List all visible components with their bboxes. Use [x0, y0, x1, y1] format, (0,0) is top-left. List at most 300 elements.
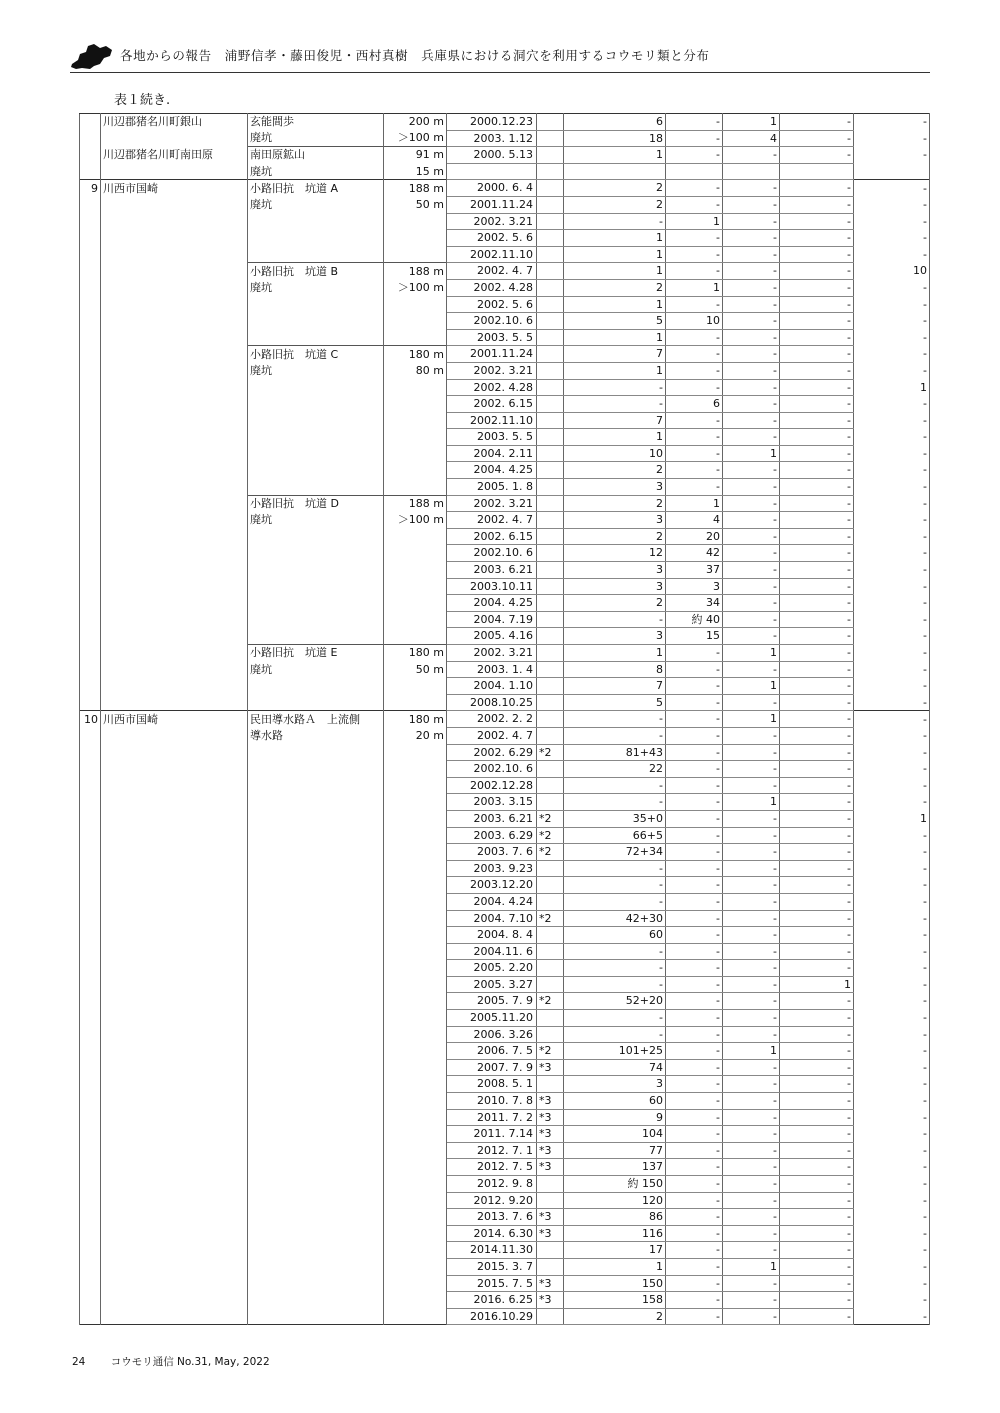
- table-caption: 表１続き.: [114, 93, 171, 108]
- survey-date: 2011. 7.14: [447, 1126, 537, 1143]
- count-species-4: -: [780, 495, 854, 512]
- table-row: [80, 180, 930, 197]
- count-species-2: -: [666, 976, 723, 993]
- site-number: [80, 329, 101, 346]
- count-species-2: 42: [666, 545, 723, 562]
- count-species-4: -: [780, 213, 854, 230]
- count-species-1: 158: [564, 1292, 666, 1309]
- count-species-5: -: [854, 943, 930, 960]
- locality: [101, 1059, 248, 1076]
- survey-date: 2003. 1.12: [447, 130, 537, 147]
- site-number: [80, 1142, 101, 1159]
- table-row: [80, 163, 930, 180]
- count-species-2: -: [666, 479, 723, 496]
- count-species-4: -: [780, 993, 854, 1010]
- table-row: [80, 362, 930, 379]
- survey-date: 2003. 3.15: [447, 794, 537, 811]
- count-species-1: -: [564, 877, 666, 894]
- count-species-5: -: [854, 744, 930, 761]
- table-row: [80, 661, 930, 678]
- count-species-5: -: [854, 346, 930, 363]
- count-species-3: -: [723, 545, 780, 562]
- count-species-4: -: [780, 346, 854, 363]
- cave-name: [248, 893, 384, 910]
- cave-length: 15 m: [384, 163, 447, 180]
- cave-name: 小路旧抗 坑道 C: [248, 346, 384, 363]
- count-species-1: -: [564, 960, 666, 977]
- site-number: [80, 114, 101, 131]
- count-species-3: 1: [723, 1043, 780, 1060]
- cave-length: [384, 827, 447, 844]
- count-species-2: 4: [666, 512, 723, 529]
- count-species-2: -: [666, 412, 723, 429]
- table-row: [80, 1093, 930, 1110]
- count-species-3: -: [723, 727, 780, 744]
- cave-name: [248, 761, 384, 778]
- survey-date: 2003. 5. 5: [447, 429, 537, 446]
- count-species-3: -: [723, 1176, 780, 1193]
- survey-date: 2002. 4. 7: [447, 263, 537, 280]
- count-species-4: -: [780, 1192, 854, 1209]
- note-mark: [537, 1258, 564, 1275]
- cave-name: [248, 313, 384, 330]
- count-species-5: -: [854, 1126, 930, 1143]
- cave-name: [248, 877, 384, 894]
- count-species-3: -: [723, 196, 780, 213]
- cave-name: [248, 910, 384, 927]
- count-species-2: -: [666, 910, 723, 927]
- survey-date: 2002. 6.15: [447, 396, 537, 413]
- cave-length: [384, 1126, 447, 1143]
- count-species-2: -: [666, 1308, 723, 1325]
- count-species-1: -: [564, 711, 666, 728]
- count-species-3: -: [723, 694, 780, 711]
- survey-date: 2015. 3. 7: [447, 1258, 537, 1275]
- cave-length: [384, 943, 447, 960]
- count-species-2: 1: [666, 213, 723, 230]
- survey-date: 2002. 4.28: [447, 379, 537, 396]
- site-number: [80, 1109, 101, 1126]
- table-row: [80, 844, 930, 861]
- count-species-1: -: [564, 379, 666, 396]
- note-mark: [537, 230, 564, 247]
- count-species-1: -: [564, 943, 666, 960]
- count-species-4: -: [780, 180, 854, 197]
- locality: [101, 1308, 248, 1325]
- locality: [101, 1242, 248, 1259]
- site-number: [80, 512, 101, 529]
- site-number: [80, 927, 101, 944]
- survey-date: 2014.11.30: [447, 1242, 537, 1259]
- count-species-1: 7: [564, 346, 666, 363]
- count-species-5: -: [854, 130, 930, 147]
- count-species-5: 1: [854, 379, 930, 396]
- count-species-3: -: [723, 1109, 780, 1126]
- locality: [101, 761, 248, 778]
- count-species-3: -: [723, 213, 780, 230]
- table-row: [80, 313, 930, 330]
- cave-length: [384, 562, 447, 579]
- count-species-5: -: [854, 960, 930, 977]
- count-species-5: -: [854, 445, 930, 462]
- count-species-2: -: [666, 346, 723, 363]
- count-species-3: -: [723, 1242, 780, 1259]
- count-species-4: -: [780, 296, 854, 313]
- note-mark: [537, 943, 564, 960]
- site-number: [80, 645, 101, 662]
- count-species-2: -: [666, 810, 723, 827]
- table-row: [80, 1292, 930, 1309]
- locality: [101, 794, 248, 811]
- cave-length: [384, 1109, 447, 1126]
- count-species-4: -: [780, 1258, 854, 1275]
- count-species-3: -: [723, 230, 780, 247]
- count-species-1: 150: [564, 1275, 666, 1292]
- count-species-1: 42+30: [564, 910, 666, 927]
- locality: [101, 611, 248, 628]
- count-species-3: -: [723, 1142, 780, 1159]
- count-species-4: -: [780, 1242, 854, 1259]
- note-mark: *2: [537, 1043, 564, 1060]
- count-species-1: [564, 163, 666, 180]
- count-species-1: 1: [564, 329, 666, 346]
- survey-date: 2004. 4.25: [447, 595, 537, 612]
- locality: [101, 1126, 248, 1143]
- cave-length: [384, 396, 447, 413]
- count-species-4: -: [780, 462, 854, 479]
- count-species-2: -: [666, 1076, 723, 1093]
- locality: [101, 412, 248, 429]
- table-row: [80, 230, 930, 247]
- count-species-3: [723, 163, 780, 180]
- count-species-1: 72+34: [564, 844, 666, 861]
- count-species-1: 9: [564, 1109, 666, 1126]
- cave-length: [384, 246, 447, 263]
- cave-length: [384, 595, 447, 612]
- count-species-1: 1: [564, 1258, 666, 1275]
- count-species-2: -: [666, 263, 723, 280]
- count-species-5: 10: [854, 263, 930, 280]
- cave-name: [248, 1076, 384, 1093]
- count-species-1: 5: [564, 694, 666, 711]
- locality: [101, 678, 248, 695]
- count-species-4: -: [780, 711, 854, 728]
- note-mark: [537, 893, 564, 910]
- survey-date: 2012. 7. 5: [447, 1159, 537, 1176]
- count-species-3: -: [723, 512, 780, 529]
- count-species-4: -: [780, 512, 854, 529]
- site-number: [80, 1308, 101, 1325]
- count-species-2: 1: [666, 495, 723, 512]
- cave-length: [384, 1209, 447, 1226]
- cave-length: [384, 1010, 447, 1027]
- locality: [101, 313, 248, 330]
- table-row: [80, 1242, 930, 1259]
- count-species-3: -: [723, 777, 780, 794]
- site-number: [80, 279, 101, 296]
- note-mark: [537, 694, 564, 711]
- cave-length: 50 m: [384, 661, 447, 678]
- count-species-4: -: [780, 1109, 854, 1126]
- table-row: [80, 611, 930, 628]
- count-species-5: -: [854, 1159, 930, 1176]
- site-number: [80, 412, 101, 429]
- count-species-1: 22: [564, 761, 666, 778]
- count-species-1: -: [564, 727, 666, 744]
- table-row: [80, 678, 930, 695]
- count-species-1: 116: [564, 1225, 666, 1242]
- table-row: [80, 1176, 930, 1193]
- table-row: [80, 130, 930, 147]
- count-species-1: -: [564, 1010, 666, 1027]
- locality: [101, 1176, 248, 1193]
- survey-date: 2002.10. 6: [447, 761, 537, 778]
- count-species-2: 約 40: [666, 611, 723, 628]
- count-species-5: -: [854, 678, 930, 695]
- count-species-1: -: [564, 213, 666, 230]
- locality: [101, 943, 248, 960]
- count-species-3: 1: [723, 678, 780, 695]
- cave-length: [384, 910, 447, 927]
- count-species-3: -: [723, 263, 780, 280]
- note-mark: *3: [537, 1109, 564, 1126]
- count-species-3: -: [723, 827, 780, 844]
- count-species-2: [666, 163, 723, 180]
- count-species-5: -: [854, 611, 930, 628]
- site-number: [80, 346, 101, 363]
- table-row: [80, 1076, 930, 1093]
- cave-name: [248, 628, 384, 645]
- note-mark: [537, 379, 564, 396]
- site-number: [80, 562, 101, 579]
- cave-length: [384, 1093, 447, 1110]
- count-species-4: -: [780, 1275, 854, 1292]
- cave-name: [248, 744, 384, 761]
- locality: [101, 263, 248, 280]
- count-species-1: -: [564, 860, 666, 877]
- cave-name: [248, 1059, 384, 1076]
- cave-length: [384, 1225, 447, 1242]
- count-species-2: -: [666, 1126, 723, 1143]
- cave-name: [248, 1209, 384, 1226]
- count-species-3: -: [723, 495, 780, 512]
- count-species-2: -: [666, 1159, 723, 1176]
- cave-length: [384, 1258, 447, 1275]
- site-number: [80, 810, 101, 827]
- count-species-4: -: [780, 661, 854, 678]
- site-number: [80, 1159, 101, 1176]
- table-row: [80, 893, 930, 910]
- count-species-4: -: [780, 1292, 854, 1309]
- cave-type: 廃坑: [248, 661, 384, 678]
- locality: [101, 1258, 248, 1275]
- count-species-3: -: [723, 1192, 780, 1209]
- cave-name: [248, 976, 384, 993]
- count-species-4: -: [780, 893, 854, 910]
- note-mark: [537, 362, 564, 379]
- survey-date: 2012. 7. 1: [447, 1142, 537, 1159]
- note-mark: [537, 645, 564, 662]
- site-number: [80, 943, 101, 960]
- cave-name: [248, 1026, 384, 1043]
- table-row: [80, 462, 930, 479]
- count-species-1: 約 150: [564, 1176, 666, 1193]
- site-number: [80, 694, 101, 711]
- count-species-2: -: [666, 130, 723, 147]
- count-species-5: -: [854, 296, 930, 313]
- note-mark: [537, 761, 564, 778]
- count-species-4: -: [780, 727, 854, 744]
- locality: [101, 163, 248, 180]
- count-species-1: 120: [564, 1192, 666, 1209]
- count-species-2: -: [666, 114, 723, 131]
- note-mark: [537, 213, 564, 230]
- survey-date: 2005. 4.16: [447, 628, 537, 645]
- note-mark: [537, 628, 564, 645]
- count-species-5: -: [854, 279, 930, 296]
- cave-name: [248, 844, 384, 861]
- cave-length: [384, 993, 447, 1010]
- site-number: [80, 1010, 101, 1027]
- table-row: [80, 860, 930, 877]
- locality: [101, 960, 248, 977]
- cave-name: [248, 993, 384, 1010]
- count-species-4: -: [780, 877, 854, 894]
- locality: [101, 130, 248, 147]
- survey-date: 2008. 5. 1: [447, 1076, 537, 1093]
- site-number: [80, 628, 101, 645]
- count-species-5: -: [854, 1076, 930, 1093]
- locality: [101, 296, 248, 313]
- count-species-2: -: [666, 893, 723, 910]
- table-row: [80, 810, 930, 827]
- survey-date: 2003.10.11: [447, 578, 537, 595]
- survey-date: 2002.10. 6: [447, 545, 537, 562]
- cave-length: [384, 1176, 447, 1193]
- count-species-1: 2: [564, 279, 666, 296]
- note-mark: [537, 727, 564, 744]
- table-row: [80, 1109, 930, 1126]
- site-number: [80, 993, 101, 1010]
- site-number: [80, 213, 101, 230]
- cave-name: [248, 213, 384, 230]
- site-number: [80, 263, 101, 280]
- locality: [101, 777, 248, 794]
- count-species-3: -: [723, 943, 780, 960]
- count-species-4: -: [780, 628, 854, 645]
- survey-date: 2004. 2.11: [447, 445, 537, 462]
- survey-date: 2004. 1.10: [447, 678, 537, 695]
- cave-length: [384, 1192, 447, 1209]
- note-mark: [537, 1308, 564, 1325]
- count-species-4: -: [780, 379, 854, 396]
- locality: [101, 495, 248, 512]
- count-species-2: -: [666, 362, 723, 379]
- cave-length: [384, 528, 447, 545]
- note-mark: *2: [537, 910, 564, 927]
- count-species-2: 37: [666, 562, 723, 579]
- cave-length: [384, 777, 447, 794]
- cave-length: [384, 445, 447, 462]
- count-species-3: -: [723, 860, 780, 877]
- cave-name: [248, 860, 384, 877]
- table-row: [80, 727, 930, 744]
- cave-name: [248, 1275, 384, 1292]
- cave-name: [248, 545, 384, 562]
- count-species-2: -: [666, 827, 723, 844]
- site-number: [80, 1043, 101, 1060]
- locality: [101, 562, 248, 579]
- count-species-5: -: [854, 545, 930, 562]
- count-species-1: 2: [564, 196, 666, 213]
- survey-date: 2015. 7. 5: [447, 1275, 537, 1292]
- count-species-4: -: [780, 827, 854, 844]
- count-species-5: -: [854, 893, 930, 910]
- count-species-4: -: [780, 860, 854, 877]
- count-species-3: -: [723, 296, 780, 313]
- count-species-5: -: [854, 993, 930, 1010]
- count-species-1: 1: [564, 296, 666, 313]
- site-number: [80, 1076, 101, 1093]
- note-mark: [537, 196, 564, 213]
- cave-length: [384, 678, 447, 695]
- survey-date: 2002. 6.29: [447, 744, 537, 761]
- count-species-5: -: [854, 246, 930, 263]
- count-species-5: 1: [854, 810, 930, 827]
- count-species-3: 1: [723, 711, 780, 728]
- count-species-2: -: [666, 960, 723, 977]
- locality: [101, 1026, 248, 1043]
- count-species-4: -: [780, 744, 854, 761]
- note-mark: [537, 512, 564, 529]
- count-species-2: 10: [666, 313, 723, 330]
- note-mark: [537, 678, 564, 695]
- site-number: [80, 1225, 101, 1242]
- count-species-2: -: [666, 1275, 723, 1292]
- count-species-5: -: [854, 694, 930, 711]
- count-species-5: -: [854, 213, 930, 230]
- cave-length: [384, 313, 447, 330]
- count-species-5: -: [854, 1275, 930, 1292]
- count-species-5: -: [854, 512, 930, 529]
- note-mark: [537, 495, 564, 512]
- cave-length: 188 m: [384, 180, 447, 197]
- table-row: [80, 1142, 930, 1159]
- table-row: [80, 495, 930, 512]
- count-species-2: -: [666, 1010, 723, 1027]
- count-species-5: -: [854, 578, 930, 595]
- count-species-5: -: [854, 761, 930, 778]
- cave-length: [384, 1043, 447, 1060]
- cave-name: [248, 230, 384, 247]
- count-species-5: -: [854, 1308, 930, 1325]
- note-mark: *3: [537, 1209, 564, 1226]
- count-species-3: -: [723, 462, 780, 479]
- site-number: [80, 827, 101, 844]
- cave-length: [384, 230, 447, 247]
- count-species-5: -: [854, 196, 930, 213]
- table-row: [80, 927, 930, 944]
- survey-date: 2005. 2.20: [447, 960, 537, 977]
- count-species-1: 8: [564, 661, 666, 678]
- survey-date: 2002. 3.21: [447, 362, 537, 379]
- table-row: [80, 1043, 930, 1060]
- table-row: [80, 628, 930, 645]
- note-mark: [537, 130, 564, 147]
- count-species-1: 3: [564, 628, 666, 645]
- survey-date: 2003. 5. 5: [447, 329, 537, 346]
- count-species-4: -: [780, 445, 854, 462]
